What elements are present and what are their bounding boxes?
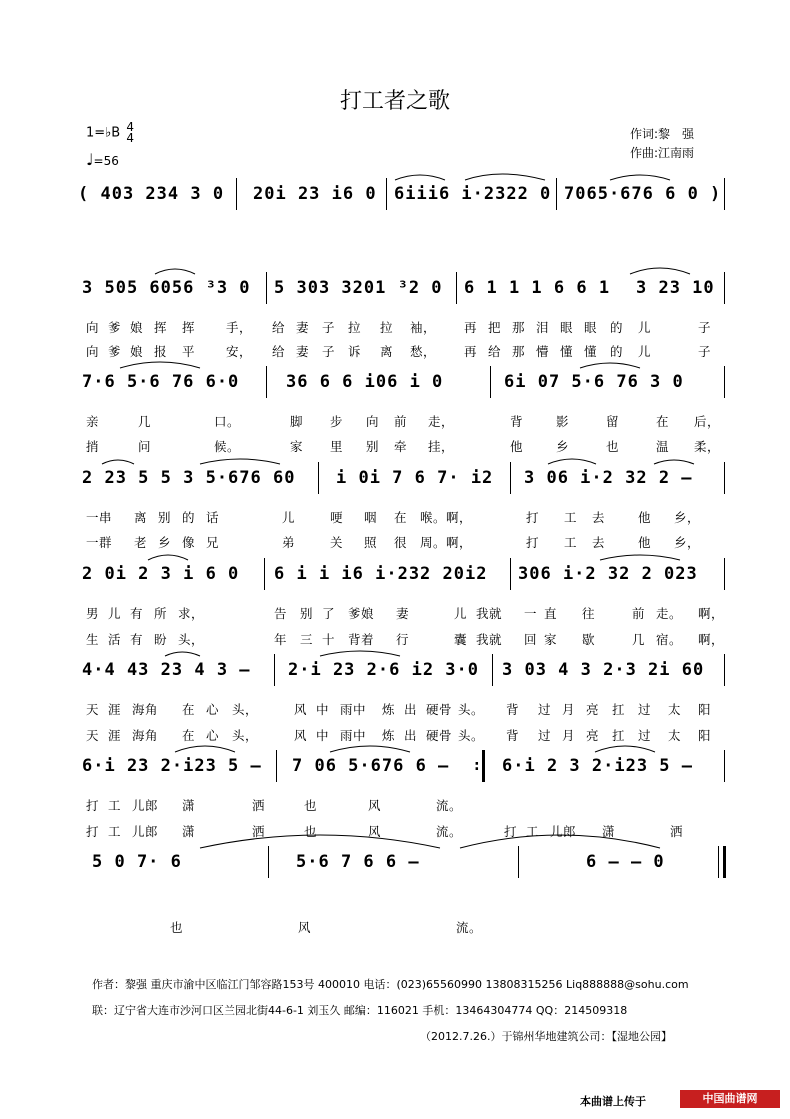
lyric: 打: [526, 510, 540, 525]
lyric: 咽: [364, 510, 378, 525]
lyric: 一: [524, 606, 538, 621]
lyric: 再: [464, 320, 478, 335]
measure-3: 6iii6 i·2322 0: [394, 184, 552, 204]
barline: [518, 846, 519, 878]
lyric: 挥: [182, 320, 196, 335]
lyric: 他: [510, 439, 524, 454]
lyric: 风: [368, 798, 382, 813]
lyric: 过: [638, 728, 652, 743]
lyric: 求，: [178, 606, 205, 621]
lyric: 扛: [612, 728, 626, 743]
lyric: 向: [366, 414, 380, 429]
lyric: 手，: [226, 320, 253, 335]
lyric: 很: [394, 535, 408, 550]
lyric: 走。: [656, 606, 683, 621]
measure-2: 36 6 6 i06 i 0: [286, 372, 444, 392]
lyric: 打: [526, 535, 540, 550]
lyric: 在: [182, 728, 196, 743]
lyricist: 作词:黎 强: [630, 127, 695, 141]
measure-1: 4·4 43 23 4 3 –: [82, 660, 251, 680]
lyric: 流。: [436, 824, 463, 839]
lyric: 像: [182, 535, 196, 550]
barline: [386, 178, 387, 210]
lyric: 天: [86, 702, 100, 717]
lyric: 亮: [586, 728, 600, 743]
lyric: 工: [108, 824, 122, 839]
lyric: 再: [464, 344, 478, 359]
lyric: 在: [394, 510, 408, 525]
lyric: 所: [154, 606, 168, 621]
lyric: 流。: [436, 798, 463, 813]
lyric: 那: [512, 320, 526, 335]
lyric: 亮: [586, 702, 600, 717]
lyric: 工: [108, 798, 122, 813]
score-system-1: [78, 178, 728, 214]
credits: [630, 125, 694, 163]
lyric: 头，: [232, 728, 259, 743]
lyric: 里: [330, 439, 344, 454]
lyric: 话: [206, 510, 220, 525]
lyric: 爹: [108, 320, 122, 335]
lyric: 头。: [458, 728, 485, 743]
lyric: 硬骨: [426, 702, 453, 717]
measure-1: 2 0i 2 3 i 6 0: [82, 564, 240, 584]
barline: [456, 272, 457, 304]
lyric: 平: [182, 344, 196, 359]
lyric: 儿: [282, 510, 296, 525]
lyric: 囊: [454, 632, 468, 647]
lyric: 盼: [154, 632, 168, 647]
measure-1: 5 0 7· 6: [92, 852, 182, 872]
lyric: 海角: [132, 728, 159, 743]
lyric: 乡，: [674, 510, 701, 525]
lyric: 关: [330, 535, 344, 550]
lyric: 别: [366, 439, 380, 454]
lyric: 心: [206, 728, 220, 743]
lyric: 子: [698, 320, 712, 335]
lyric: 捎: [86, 439, 100, 454]
lyric: 老: [134, 535, 148, 550]
lyric: 流。: [456, 920, 483, 935]
lyric: 向: [86, 320, 100, 335]
measure-1: 7·6 5·6 76 6·0: [82, 372, 240, 392]
lyric: 潇: [182, 824, 196, 839]
lyric: 头。: [458, 702, 485, 717]
lyric: 儿: [638, 344, 652, 359]
lyric: 心: [206, 702, 220, 717]
lyric: 生: [86, 632, 100, 647]
lyric: 活: [108, 632, 122, 647]
barline: [264, 558, 265, 590]
barline: [510, 558, 511, 590]
barline: [266, 272, 267, 304]
lyric: 月: [562, 702, 576, 717]
measure-2: 20i 23 i6 0: [253, 184, 377, 204]
lyric: 涯: [108, 702, 122, 717]
lyric: 后，: [694, 414, 721, 429]
lyric: 喉。啊，: [420, 510, 473, 525]
barline: [724, 178, 725, 210]
barline: [724, 750, 725, 782]
barline: [724, 272, 725, 304]
lyric: 留: [606, 414, 620, 429]
lyric: 洒: [252, 798, 266, 813]
lyric: 打: [86, 824, 100, 839]
lyric: 头，: [232, 702, 259, 717]
lyric: 一群: [86, 535, 113, 550]
measure-2: 2·i 23 2·6 i2 3·0: [288, 660, 479, 680]
lyric: 儿: [638, 320, 652, 335]
score-system-3: [78, 366, 728, 402]
lyric: 娘: [130, 320, 144, 335]
lyric: 影: [556, 414, 570, 429]
lyric: 兄: [206, 535, 220, 550]
measure-2: 5 303 3201 ³2 0: [274, 278, 443, 298]
lyric: 候。: [214, 439, 241, 454]
lyric: 乡，: [674, 535, 701, 550]
lyric: 背: [510, 414, 524, 429]
lyric: 口。: [214, 414, 241, 429]
lyric: 洒: [252, 824, 266, 839]
lyric: 爹: [108, 344, 122, 359]
measure-3: 6·i 2 3 2·i23 5 –: [502, 756, 693, 776]
lyric: 乡: [158, 535, 172, 550]
lyric: 哽: [330, 510, 344, 525]
lyric: 海角: [132, 702, 159, 717]
lyric: 炼: [382, 728, 396, 743]
lyric: 他: [638, 510, 652, 525]
lyric: 泪: [536, 320, 550, 335]
lyric: 背: [506, 728, 520, 743]
barline: [318, 462, 319, 494]
lyric: 妻: [296, 344, 310, 359]
lyric: 挥: [154, 320, 168, 335]
barline: [724, 366, 725, 398]
lyric: 儿郎: [132, 824, 159, 839]
lyric: 步: [330, 414, 344, 429]
measure-1: 2 23 5 5 3 5·676 60: [82, 468, 296, 488]
lyric: 在: [656, 414, 670, 429]
lyric: 去: [592, 535, 606, 550]
lyric: 十: [322, 632, 336, 647]
lyric: 拉: [380, 320, 394, 335]
lyric: 告: [274, 606, 288, 621]
lyric: 柔，: [694, 439, 721, 454]
lyric: 出: [404, 702, 418, 717]
score-system-8: [78, 846, 728, 882]
lyric: 他: [638, 535, 652, 550]
score-system-6: [78, 654, 728, 690]
barline: [266, 366, 267, 398]
lyric: 别: [300, 606, 314, 621]
lyric: 我就: [476, 606, 503, 621]
repeat-dots-icon: :: [474, 758, 480, 774]
lyric: 温: [656, 439, 670, 454]
lyric: 的: [610, 344, 624, 359]
lyric: 儿郎: [550, 824, 577, 839]
time-sig-top: 4: [126, 120, 134, 134]
lyric: 的: [182, 510, 196, 525]
measure-3: 6i 07 5·6 76 3 0: [504, 372, 684, 392]
lyric: 子: [322, 320, 336, 335]
site-logo[interactable]: 中国曲谱网: [680, 1090, 780, 1108]
time-sig-bottom: 4: [126, 131, 134, 145]
lyric: 妻: [396, 606, 410, 621]
barline: [274, 654, 275, 686]
lyric: 前: [632, 606, 646, 621]
lyric: 雨中: [340, 702, 367, 717]
key-signature: [86, 122, 134, 144]
lyric: 往: [582, 606, 596, 621]
lyric: 硬骨: [426, 728, 453, 743]
lyric: 懂: [584, 344, 598, 359]
time-signature: [126, 122, 134, 144]
lyric: 前: [394, 414, 408, 429]
lyric: 挂，: [428, 439, 455, 454]
lyric: 过: [538, 702, 552, 717]
barline: [236, 178, 237, 210]
lyric: 眼: [584, 320, 598, 335]
lyric: 工: [564, 535, 578, 550]
lyric: 我就: [476, 632, 503, 647]
barline: [492, 654, 493, 686]
uploader-label: 本曲谱上传于: [580, 1095, 646, 1108]
lyric: 给: [272, 344, 286, 359]
lyric: 月: [562, 728, 576, 743]
lyric: 儿郎: [132, 798, 159, 813]
measure-3: 6 1 1 1 6 6 1: [464, 278, 611, 298]
lyric: 去: [592, 510, 606, 525]
lyric: 扛: [612, 702, 626, 717]
lyric: 妻: [296, 320, 310, 335]
lyric: 风: [368, 824, 382, 839]
lyric: 有: [130, 606, 144, 621]
lyric: 过: [538, 728, 552, 743]
lyric: 子: [698, 344, 712, 359]
lyric: 也: [304, 824, 318, 839]
lyric: 打: [504, 824, 518, 839]
measure-3: 3 06 i·2 32 2 –: [524, 468, 693, 488]
lyric: 阳: [698, 702, 712, 717]
lyric: 背: [506, 702, 520, 717]
lyric: 了: [322, 606, 336, 621]
page-title: 打工者之歌: [339, 89, 450, 114]
barline: [490, 366, 491, 398]
key-signature-text: 1=♭B: [86, 125, 121, 141]
lyric: 啊，: [698, 632, 725, 647]
lyric: 那: [512, 344, 526, 359]
lyric: 过: [638, 702, 652, 717]
barline: [724, 462, 725, 494]
lyric: 愁，: [410, 344, 437, 359]
lyric: 拉: [348, 320, 362, 335]
lyric: 有: [130, 632, 144, 647]
barline: [724, 558, 725, 590]
lyric: 眼: [560, 320, 574, 335]
lyric: 娘: [130, 344, 144, 359]
barline: [718, 846, 719, 878]
lyric: 懂: [560, 344, 574, 359]
lyric: 太: [668, 702, 682, 717]
measure-2: 5·6 7 6 6 –: [296, 852, 420, 872]
score-system-7: [78, 750, 728, 786]
lyric: 工: [564, 510, 578, 525]
barline: [556, 178, 557, 210]
quarter-note-icon: ♩: [86, 150, 94, 169]
measure-3: 3 03 4 3 2·3 2i 60: [502, 660, 705, 680]
lyric: 雨中: [340, 728, 367, 743]
lyric: 脚: [290, 414, 304, 429]
score-system-2: [78, 272, 728, 308]
lyric: 风: [294, 702, 308, 717]
repeat-barline: [482, 750, 485, 782]
measure-1: ( 403 234 3 0: [78, 184, 225, 204]
lyric: 给: [488, 344, 502, 359]
footer-author: 作者：黎强 重庆市渝中区临江门邹容路153号 400010 电话：(023)65560990 13808315256 Liq888888@sohu.com: [92, 978, 689, 991]
composer: 作曲:江南雨: [630, 146, 695, 160]
lyric: 懵: [536, 344, 550, 359]
score-system-4: [78, 462, 728, 498]
measure-2: 7 06 5·676 6 –: [292, 756, 450, 776]
lyric: 宿。: [656, 632, 683, 647]
barline: [510, 462, 511, 494]
lyric: 的: [610, 320, 624, 335]
lyric: 向: [86, 344, 100, 359]
lyric: 炼: [382, 702, 396, 717]
lyric: 三: [300, 632, 314, 647]
lyric: 也: [170, 920, 184, 935]
lyric: 在: [182, 702, 196, 717]
lyric: 家: [290, 439, 304, 454]
lyric: 照: [364, 535, 378, 550]
lyric: 诉: [348, 344, 362, 359]
lyric: 袖，: [410, 320, 437, 335]
lyric: 子: [322, 344, 336, 359]
lyric: 风: [298, 920, 312, 935]
measure-2: 6 i i i6 i·232 20i2: [274, 564, 488, 584]
lyric: 潇: [602, 824, 616, 839]
lyric: 回: [524, 632, 538, 647]
lyric: 工: [526, 824, 540, 839]
measure-3: 6 – – 0: [586, 852, 665, 872]
measure-2: i 0i 7 6 7· i2: [336, 468, 494, 488]
lyric: 家: [544, 632, 558, 647]
lyric: 天: [86, 728, 100, 743]
measure-1: 3 505 6056 ³3 0: [82, 278, 251, 298]
lyric: 太: [668, 728, 682, 743]
lyric: 行: [396, 632, 410, 647]
lyric: 给: [272, 320, 286, 335]
footer-contact: 联：辽宁省大连市沙河口区兰园北街44-6-1 刘玉久 邮编：116021 手机：13464304774 QQ：214509318: [92, 1004, 628, 1017]
lyric: 打: [86, 798, 100, 813]
measure-3b: 3 23 10: [636, 278, 715, 298]
lyric: 牵: [394, 439, 408, 454]
footer-date: （2012.7.26.）于锦州华地建筑公司：【湿地公园】: [420, 1030, 672, 1043]
lyric: 周。啊，: [420, 535, 473, 550]
lyric: 爹娘: [348, 606, 375, 621]
lyric: 离: [380, 344, 394, 359]
lyric: 儿: [108, 606, 122, 621]
lyric: 离: [134, 510, 148, 525]
measure-4: 7065·676 6 0 ): [564, 184, 722, 204]
lyric: 阳: [698, 728, 712, 743]
lyric: 一串: [86, 510, 113, 525]
lyric: 儿: [454, 606, 468, 621]
lyric: 歇: [582, 632, 596, 647]
lyric: 头，: [178, 632, 205, 647]
lyric: 风: [294, 728, 308, 743]
lyric: 别: [158, 510, 172, 525]
lyric: 几: [138, 414, 152, 429]
lyric: 啊，: [698, 606, 725, 621]
barline: [276, 750, 277, 782]
lyric: 问: [138, 439, 152, 454]
tempo-value: =56: [93, 154, 119, 168]
lyric: 几: [632, 632, 646, 647]
lyric: 报: [154, 344, 168, 359]
lyric: 走，: [428, 414, 455, 429]
lyric: 乡: [556, 439, 570, 454]
lyric: 中: [316, 702, 330, 717]
lyric: 安，: [226, 344, 253, 359]
lyric: 直: [544, 606, 558, 621]
score-system-5: [78, 558, 728, 594]
lyric: 也: [304, 798, 318, 813]
final-barline: [723, 846, 726, 878]
measure-3: 306 i·2 32 2 023: [518, 564, 698, 584]
lyric: 年: [274, 632, 288, 647]
lyric: 把: [488, 320, 502, 335]
lyric: 潇: [182, 798, 196, 813]
lyric: 男: [86, 606, 100, 621]
lyric: 涯: [108, 728, 122, 743]
measure-1: 6·i 23 2·i23 5 –: [82, 756, 262, 776]
lyric: 洒: [670, 824, 684, 839]
barline: [268, 846, 269, 878]
lyric: 亲: [86, 414, 100, 429]
lyric: 弟: [282, 535, 296, 550]
lyric: 背着: [348, 632, 375, 647]
tempo-marking: [86, 150, 119, 169]
lyric: 中: [316, 728, 330, 743]
lyric: 也: [606, 439, 620, 454]
lyric: 出: [404, 728, 418, 743]
barline: [724, 654, 725, 686]
